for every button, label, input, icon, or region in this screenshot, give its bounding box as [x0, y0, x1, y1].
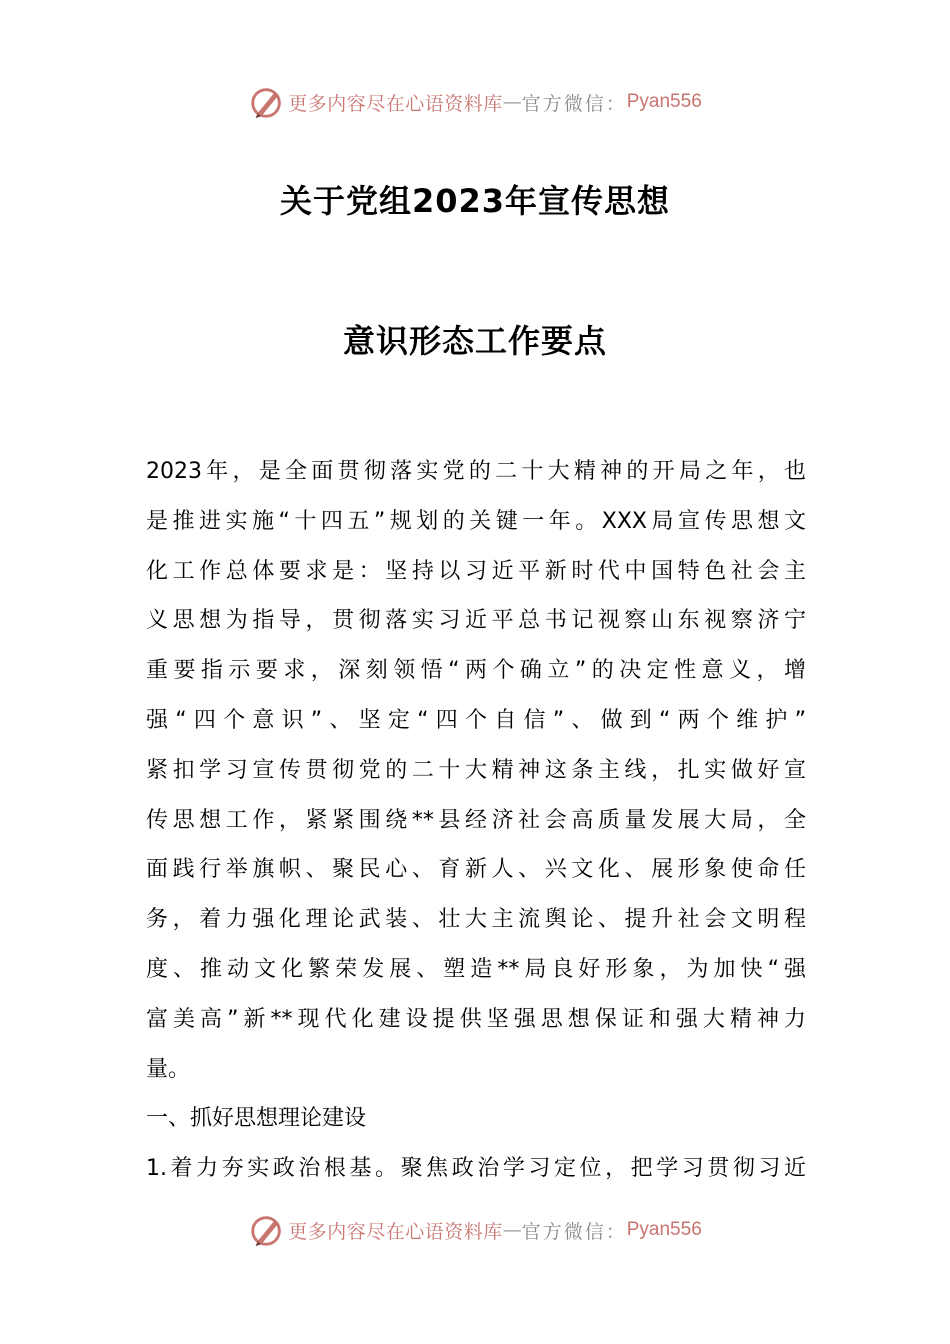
footer-watermark-banner [0, 1208, 950, 1252]
body-line: 传思想工作，紧紧围绕**县经济社会高质量发展大局，全 [146, 807, 806, 833]
body-line: 富美高”新**现代化建设提供坚强思想保证和强大精神力 [146, 1006, 806, 1032]
body-line: 化工作总体要求是：坚持以习近平新时代中国特色社会主 [146, 558, 806, 584]
document-body [146, 447, 806, 1194]
document-title-line-1: 关于党组2023年宣传思想 [279, 182, 671, 220]
body-line: 面践行举旗帜、聚民心、育新人、兴文化、展形象使命任 [146, 857, 806, 883]
banner-separator: — [502, 1219, 522, 1241]
body-line: 2023年，是全面贯彻落实党的二十大精神的开局之年，也 [146, 459, 806, 484]
body-line: 义思想为指导，贯彻落实习近平总书记视察山东视察济宁 [146, 608, 806, 634]
banner-wechat-label: 官方微信： [521, 92, 627, 115]
banner-text: 更多内容尽在心语资料库 [288, 92, 503, 115]
body-line: 强“四个意识”、坚定“四个自信”、做到“两个维护” [146, 707, 806, 733]
pen-logo-icon [248, 83, 286, 121]
banner-wechat-id: Pyan556 [626, 91, 702, 112]
banner-wechat-id: Pyan556 [626, 1219, 702, 1240]
body-line: 是推进实施“十四五”规划的关键一年。XXX局宣传思想文 [146, 508, 806, 534]
banner-separator: — [502, 91, 522, 113]
banner-text: 更多内容尽在心语资料库 [288, 1220, 503, 1243]
body-line: 量。 [146, 1056, 191, 1082]
body-line: 度、推动文化繁荣发展、塑造**局良好形象，为加快“强 [146, 956, 806, 982]
pen-logo-icon [248, 1211, 286, 1249]
banner-wechat-label: 官方微信： [521, 1220, 627, 1243]
section-heading: 一、抓好思想理论建设 [146, 1106, 367, 1132]
document-title-line-2: 意识形态工作要点 [342, 322, 607, 360]
body-line: 紧扣学习宣传贯彻党的二十大精神这条主线，扎实做好宣 [146, 757, 806, 783]
header-watermark-banner [0, 80, 950, 124]
body-line: 务，着力强化理论武装、壮大主流舆论、提升社会文明程 [146, 907, 806, 933]
body-line: 重要指示要求，深刻领悟“两个确立”的决定性意义，增 [146, 658, 806, 684]
body-line: 1.着力夯实政治根基。聚焦政治学习定位，把学习贯彻习近 [146, 1156, 806, 1182]
